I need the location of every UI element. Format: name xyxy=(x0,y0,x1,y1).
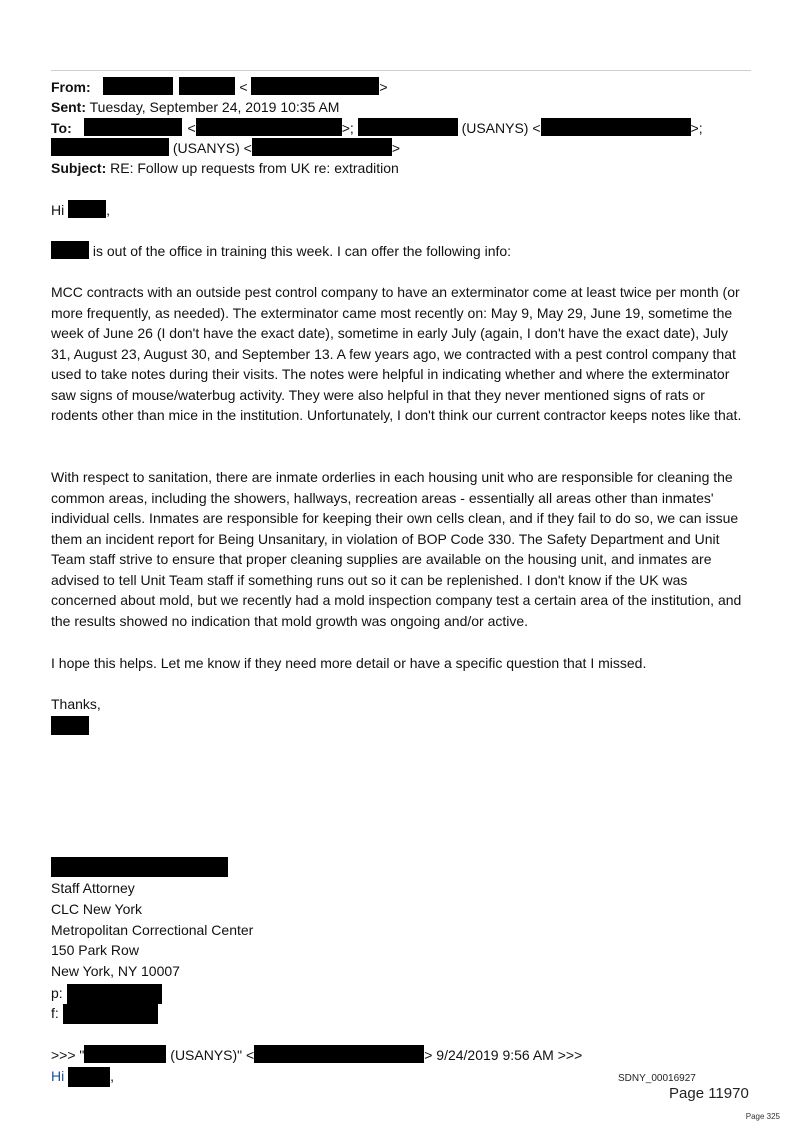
sent-line xyxy=(51,97,339,118)
redaction-cc-email xyxy=(252,138,392,156)
quoted-timestamp: > 9/24/2019 9:56 AM >>> xyxy=(424,1047,583,1063)
redaction-from-first xyxy=(103,77,173,95)
redaction-intro-name xyxy=(51,241,89,259)
redaction-to-email-1 xyxy=(196,118,342,136)
greeting-line xyxy=(51,200,110,221)
subject-label: Subject: xyxy=(51,160,107,176)
redaction-from-email xyxy=(251,77,379,95)
page-number-small: Page 325 xyxy=(745,1112,780,1121)
cc-usanys: (USANYS) < xyxy=(172,140,252,156)
greeting-text: Hi xyxy=(51,202,65,218)
to-usanys-a: (USANYS) < xyxy=(461,120,541,136)
redaction-to-name-1 xyxy=(84,118,182,136)
cc-gt: > xyxy=(391,140,401,156)
signature-title: Staff Attorney xyxy=(51,880,135,896)
thanks-line xyxy=(51,694,101,715)
signature-street: 150 Park Row xyxy=(51,942,139,958)
paragraph-pest-control xyxy=(51,282,751,426)
paragraph-3-text: I hope this helps. Let me know if they need more detail or have a specific question that I missed. xyxy=(51,655,647,671)
phone-label: p: xyxy=(51,985,63,1001)
redaction-quoted-email xyxy=(254,1045,424,1063)
paragraph-closing xyxy=(51,653,751,674)
header-divider xyxy=(51,70,751,71)
redaction-to-email-2 xyxy=(541,118,691,136)
subject-value: RE: Follow up requests from UK re: extradition xyxy=(110,160,399,176)
signature-org: CLC New York xyxy=(51,901,143,917)
signature-facility: Metropolitan Correctional Center xyxy=(51,922,254,938)
quoted-header-line xyxy=(51,1045,582,1066)
from-label: From: xyxy=(51,79,91,95)
to-line xyxy=(51,118,703,139)
paragraph-1-text: MCC contracts with an outside pest control company to have an exterminator come at least twice per month (or more frequently, as needed). The exterminator came most recently on: May 9, May 29, June 19, sometime the week of June 26 (I don't have the exact date), sometime in early July (again, I don't have the exact date), July 31, August 23, August 30, and September 13. A few years ago, we contracted with a pest control company that used to take notes during their visits. The notes were helpful in indicating whether and where the exterminator saw signs of mouse/waterbug activity. They were also helpful in that they never mentioned signs of rats or rodents other than mice in the institution. Unfortunately, I don't think our current contractor keeps notes like that. xyxy=(51,284,742,423)
sent-value: Tuesday, September 24, 2019 10:35 AM xyxy=(89,99,340,115)
redaction-phone xyxy=(67,984,162,1004)
redaction-quoted-greeting-name xyxy=(68,1067,110,1087)
signature-city: New York, NY 10007 xyxy=(51,963,180,979)
quoted-usanys: (USANYS)" < xyxy=(170,1047,255,1063)
page-number: Page 11970 xyxy=(669,1085,749,1102)
cc-line xyxy=(51,138,400,159)
redaction-from-last xyxy=(179,77,235,95)
to-sep-a: >; xyxy=(341,120,354,136)
paragraph-2-text: With respect to sanitation, there are inmate orderlies in each housing unit who are responsible for cleaning the common areas, including the showers, hallways, recreation areas - essentially all areas other than inmates' individual cells. Inmates are responsible for keeping their own cells clean, and if they fail to do so, we can issue them an incident report for Being Unsanitary, in violation of BOP Code 330. The Safety Department and Unit Team staff strive to ensure that proper cleaning supplies are available on the housing unit, and inmates are advised to tell Unit Team staff if something runs out so it can be replenished. I don't know if the UK was concerned about mold, but we recently had a mold inspection company test a certain area of the institution, and the results showed no indication that mold growth was ongoing and/or active. xyxy=(51,469,742,629)
redaction-fax xyxy=(63,1004,158,1024)
redaction-signature-name xyxy=(51,857,228,877)
redaction-cc-name xyxy=(51,138,169,156)
redaction-quoted-name xyxy=(84,1045,166,1063)
signature-fax-line xyxy=(51,1003,158,1024)
to-sep-b: >; xyxy=(690,120,703,136)
redaction-to-name-2 xyxy=(358,118,458,136)
redaction-greeting-name xyxy=(68,200,106,218)
intro-text: is out of the office in training this week. I can offer the following info: xyxy=(92,243,512,259)
from-line xyxy=(51,77,388,98)
thanks-text: Thanks, xyxy=(51,696,101,712)
sent-label: Sent: xyxy=(51,99,86,115)
to-label: To: xyxy=(51,120,72,136)
fax-label: f: xyxy=(51,1005,59,1021)
bates-number: SDNY_00016927 xyxy=(618,1073,696,1084)
from-gt: > xyxy=(379,79,388,95)
quoted-greeting-line xyxy=(51,1066,114,1087)
quoted-greeting-punct: , xyxy=(110,1068,115,1084)
signature-phone-line xyxy=(51,983,162,1004)
intro-line xyxy=(51,241,511,262)
paragraph-sanitation xyxy=(51,467,751,631)
quoted-greeting: Hi xyxy=(51,1068,65,1084)
from-lt: < xyxy=(239,79,248,95)
greeting-punct: , xyxy=(106,202,111,218)
subject-line xyxy=(51,158,399,179)
quoted-prefix: >>> " xyxy=(51,1047,85,1063)
redaction-signoff-name xyxy=(51,716,89,735)
to-lt-1: < xyxy=(187,120,196,136)
